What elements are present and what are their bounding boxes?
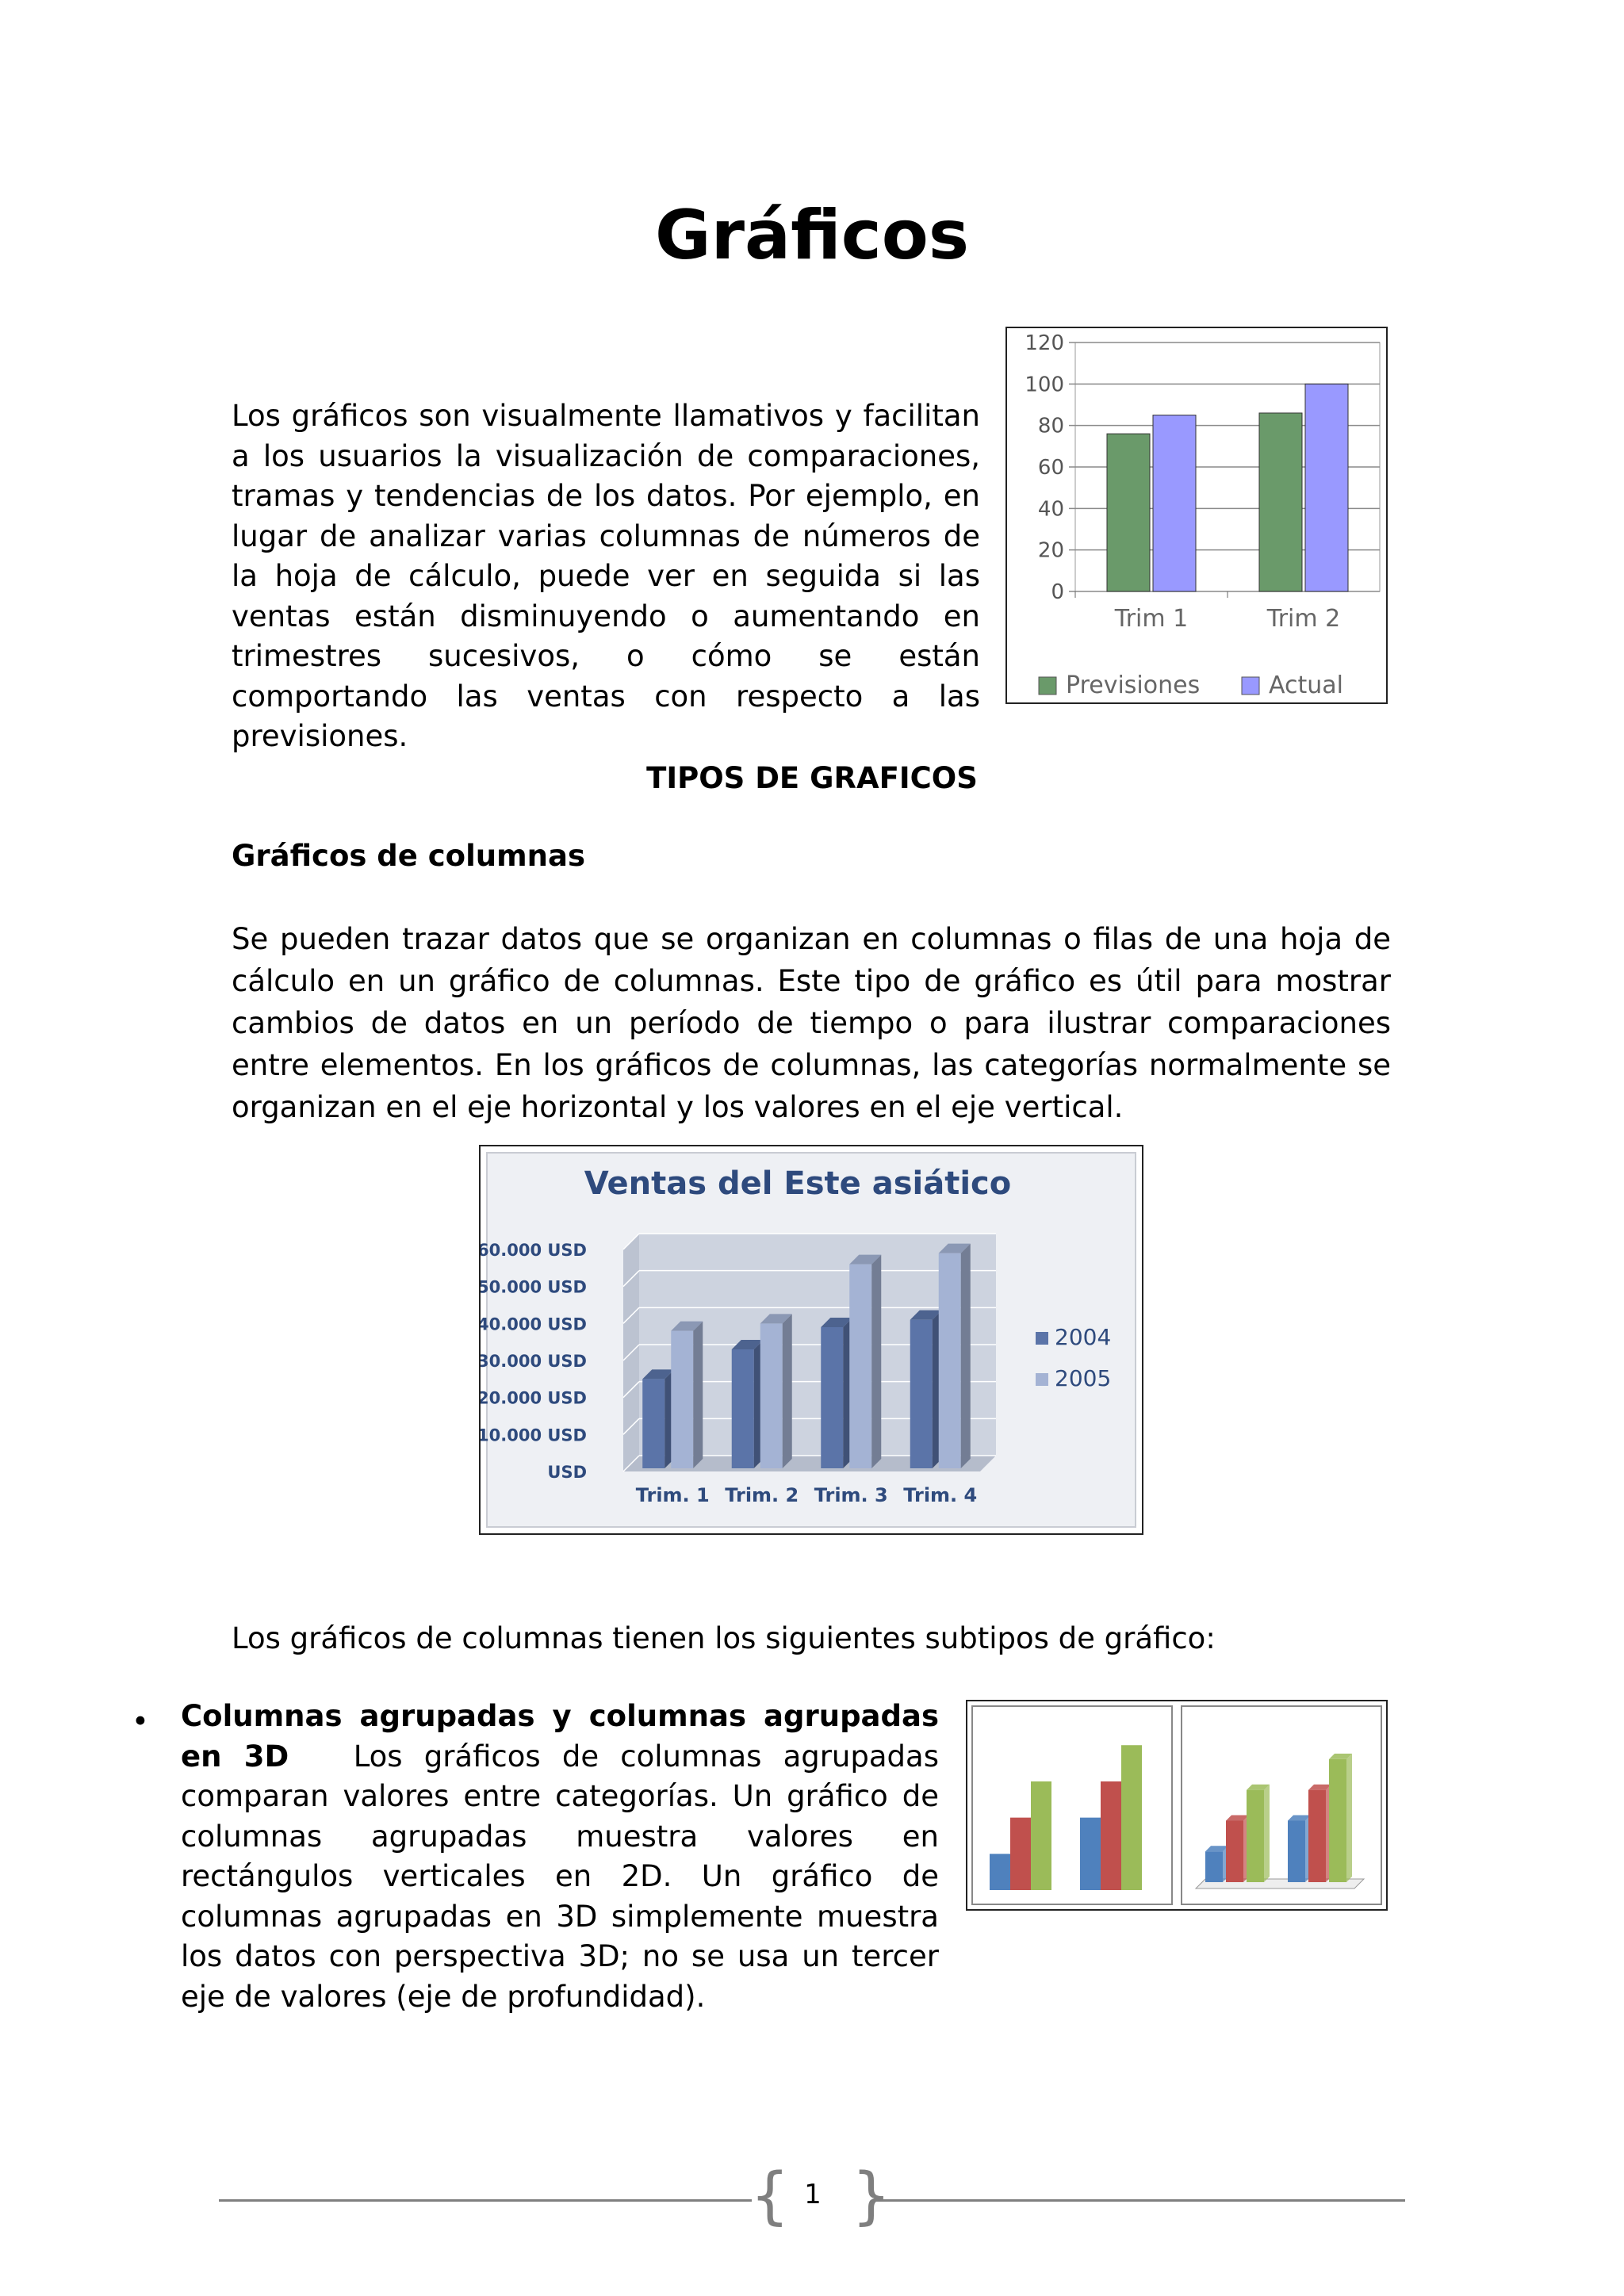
intro-paragraph: Los gráficos son visualmente llamativos y facilitan a los usuarios la visualización de comparaciones, tramas y tendencias de los datos. Por ejemplo, en lugar de analizar varias columnas de números de la hoja de cálculo, puede ver en seguida si las ventas están disminuyendo o aumentando en trimestres sucesivos, o cómo se están comportando las ventas con respecto a las previsiones. (232, 399, 980, 753)
forecast-chart (1005, 327, 1388, 704)
y-tick-label: 40 (1037, 497, 1064, 522)
bar (990, 1854, 1010, 1890)
y-tick-label: USD (547, 1463, 587, 1482)
legend-swatch (1039, 677, 1056, 695)
bar (1080, 1818, 1101, 1890)
legend-label: Actual (1269, 672, 1343, 699)
legend-swatch (1036, 1373, 1048, 1386)
bar-front (1226, 1820, 1243, 1882)
bar-side (871, 1255, 881, 1468)
bar (1121, 1745, 1142, 1890)
bar-side (1264, 1785, 1270, 1882)
legend-label: 2005 (1055, 1365, 1112, 1391)
columns-paragraph: Se pueden trazar datos que se organizan en columnas o filas de una hoja de cálculo en un gráfico de columnas. Este tipo de gráfico es útil para mostrar cambios de datos en un período de tiempo o para ilustrar comparaciones entre elementos. En los gráficos de columnas, las categorías normalmente se organizan en el eje horizontal y los valores en el eje vertical. (232, 922, 1391, 1124)
bar-front (1308, 1790, 1326, 1882)
y-tick-label: 10.000 USD (481, 1425, 587, 1445)
bar-front (671, 1331, 693, 1468)
bullet-body: Los gráficos de columnas agrupadas comparan valores entre categorías. Un gráfico de columnas agrupadas muestra valores en rectángulos verticales en 2D. Un gráfico de columnas agrupadas en 3D simplemente muestra los datos con perspectiva 3D; no se usa un tercer eje de valores (eje de profundidad). (181, 1739, 939, 2014)
forecast-chart-svg (1007, 328, 1386, 702)
legend-swatch (1036, 1332, 1048, 1345)
bar-front (849, 1265, 871, 1468)
bar (1305, 384, 1348, 591)
page-number: 1 (804, 2179, 822, 2210)
bar (1259, 413, 1302, 591)
legend-label: 2004 (1055, 1324, 1112, 1350)
bar-front (1329, 1759, 1346, 1882)
y-tick-label: 20.000 USD (481, 1388, 587, 1408)
x-tick-label: Trim. 1 (635, 1484, 710, 1506)
right-brace-icon: } (852, 2160, 891, 2232)
bar-front (1205, 1851, 1223, 1882)
bar-front (939, 1253, 961, 1468)
footer-rule-left (219, 2199, 752, 2202)
page-title: Gráficos (654, 196, 970, 275)
bar-front (910, 1320, 933, 1468)
sales-chart-svg (481, 1146, 1142, 1533)
x-tick-label: Trim. 3 (814, 1484, 888, 1506)
footer-rule-right (872, 2199, 1405, 2202)
y-tick-label: 60.000 USD (481, 1241, 587, 1260)
bar (1153, 415, 1196, 591)
bar (1101, 1781, 1121, 1890)
bar-front (642, 1379, 665, 1468)
legend-label: Previsiones (1066, 672, 1201, 699)
bar (1031, 1781, 1051, 1890)
x-tick-label: Trim 1 (1114, 605, 1189, 633)
x-tick-label: Trim. 2 (725, 1484, 799, 1506)
bullet-item (181, 1697, 939, 2017)
subtypes-intro: Los gráficos de columnas tienen los siguientes subtipos de gráfico: (232, 1621, 1216, 1655)
clustered-columns-thumbnails (966, 1700, 1388, 1911)
bar-front (1247, 1790, 1264, 1882)
y-tick-label: 120 (1025, 331, 1064, 355)
bar-front (760, 1323, 783, 1468)
clustered-columns-svg (967, 1701, 1386, 1909)
sales-chart (479, 1145, 1143, 1535)
y-tick-label: 100 (1025, 373, 1064, 397)
bar-side (693, 1322, 703, 1468)
bar (1107, 434, 1150, 591)
legend-swatch (1242, 677, 1259, 695)
bar-side (783, 1314, 792, 1468)
y-tick-label: 30.000 USD (481, 1352, 587, 1371)
bar-front (732, 1349, 754, 1468)
y-tick-label: 0 (1051, 580, 1064, 604)
y-tick-label: 20 (1037, 538, 1064, 563)
bar (1010, 1818, 1031, 1890)
section-title: TIPOS DE GRAFICOS (646, 761, 978, 795)
bullet-marker: • (132, 1705, 149, 1739)
bar-front (821, 1327, 843, 1468)
y-tick-label: 50.000 USD (481, 1277, 587, 1297)
x-tick-label: Trim 2 (1266, 605, 1341, 633)
chart-title: Ventas del Este asiático (584, 1165, 1012, 1202)
bar-side (961, 1244, 971, 1468)
bar-side (1346, 1754, 1352, 1882)
y-tick-label: 80 (1037, 414, 1064, 438)
y-tick-label: 40.000 USD (481, 1314, 587, 1334)
x-tick-label: Trim. 4 (903, 1484, 978, 1506)
y-tick-label: 60 (1037, 456, 1064, 480)
bullet-title: Columnas agrupadas y columnas agrupadas en 3D (181, 1699, 939, 1774)
subsection-title: Gráficos de columnas (232, 839, 585, 873)
bar-front (1288, 1820, 1305, 1882)
left-brace-icon: { (750, 2160, 790, 2232)
